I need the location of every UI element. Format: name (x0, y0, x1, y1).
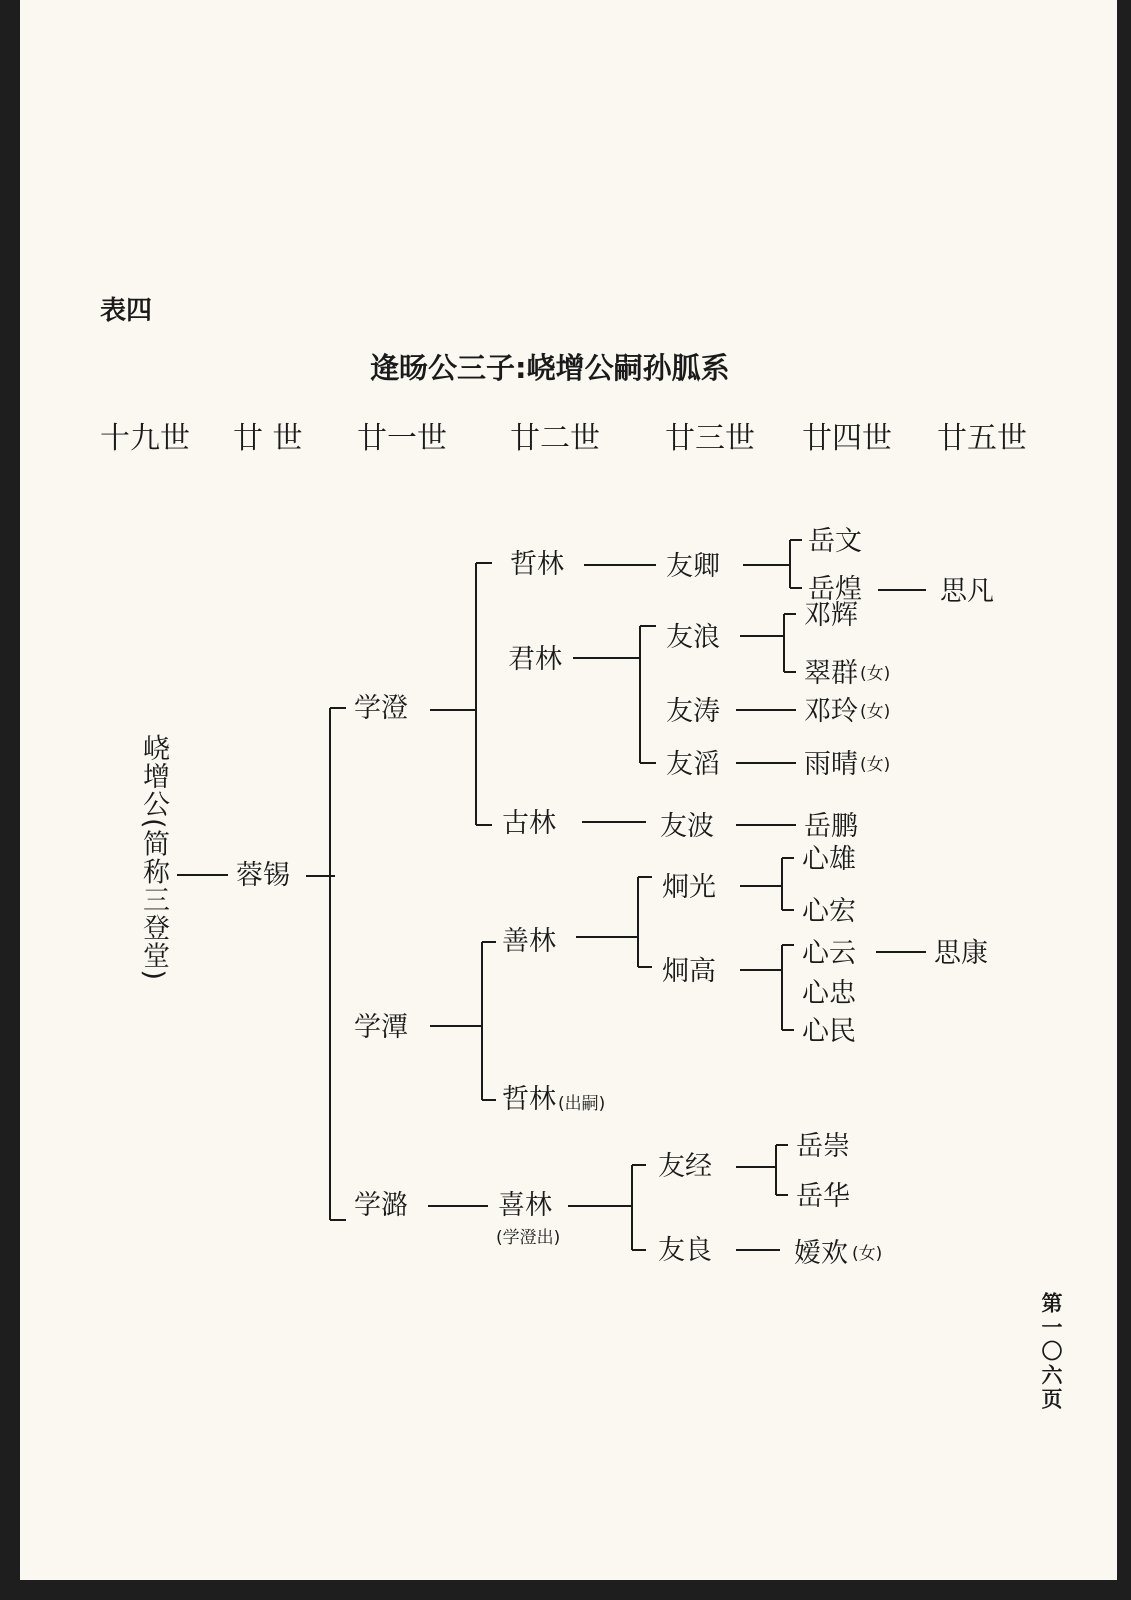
node-gen24-xinxiong: 心雄 (802, 844, 856, 875)
node-gen24-yuqing: 雨晴 (804, 749, 858, 780)
node-gen24-denghui: 邓辉 (804, 600, 858, 631)
node-gen23-youjing: 友经 (658, 1151, 712, 1182)
generation-23: 廿三世 (665, 421, 755, 456)
node-gen23-youtao: 友涛 (666, 696, 720, 727)
node-gen23-youqing: 友卿 (666, 551, 720, 582)
node-gen25-sikang: 思康 (934, 938, 988, 969)
node-gen25-sifan: 思凡 (940, 576, 994, 607)
node-gen21-xuetan: 学潭 (354, 1012, 408, 1043)
node-gen24-xinyun: 心云 (802, 938, 856, 969)
node-gen23-youliang: 友良 (658, 1235, 712, 1266)
tree-connector-lines (20, 0, 1131, 1600)
generation-19: 十九世 (100, 421, 190, 456)
node-gen23-youtao2: 友滔 (666, 749, 720, 780)
node-gen24-yuewen: 岳文 (808, 526, 862, 557)
generation-24: 廿四世 (802, 421, 892, 456)
node-gen24-dengling: 邓玲 (804, 696, 858, 727)
node-gen22-shanlin: 善林 (502, 926, 556, 957)
generation-20: 廿 世 (233, 421, 303, 456)
node-gen22-xilin: 喜林 (498, 1190, 552, 1221)
node-gen22-zhelin: 哲林 (510, 549, 564, 580)
node-gen24-xinhong: 心宏 (802, 896, 856, 927)
node-gen22-gulin: 古林 (502, 808, 556, 839)
note-female-cuiqun: (女) (860, 664, 891, 684)
node-gen21-xuecheng: 学澄 (354, 693, 408, 724)
generation-21: 廿一世 (357, 421, 447, 456)
note-female-yuanhuan: (女) (852, 1244, 883, 1264)
node-gen23-youbo: 友波 (660, 811, 714, 842)
node-gen24-yuanhuan: 嫒欢 (794, 1238, 848, 1269)
node-gen24-yuepeng: 岳鹏 (804, 811, 858, 842)
node-gen23-youlang: 友浪 (666, 622, 720, 653)
node-gen22-zhelin-adopted: 哲林 (502, 1084, 556, 1115)
node-gen22-junlin: 君林 (508, 644, 562, 675)
node-gen24-yuechong: 岳崇 (796, 1131, 850, 1162)
page-number: 第一〇六页 (1039, 1292, 1063, 1412)
node-gen24-xinmin: 心民 (802, 1016, 856, 1047)
root-ancestor: 峣增公(简称三登堂) (138, 734, 169, 982)
node-gen23-jionggao: 炯高 (662, 956, 716, 987)
generation-25: 廿五世 (937, 421, 1027, 456)
generation-22: 廿二世 (510, 421, 600, 456)
note-female-yuqing: (女) (860, 755, 891, 775)
node-gen21-xuelu: 学潞 (354, 1190, 408, 1221)
note-female-dengling: (女) (860, 702, 891, 722)
note-from-xuecheng: (学澄出) (496, 1228, 561, 1248)
node-gen20: 蓉锡 (236, 860, 290, 891)
node-gen24-yuehuang: 岳煌 (808, 574, 862, 605)
table-label: 表四 (100, 296, 153, 326)
node-gen24-yuehua: 岳华 (796, 1181, 850, 1212)
page-title: 逄旸公三子:峣增公嗣孙胍系 (370, 351, 730, 385)
node-gen24-xinzhong: 心忠 (802, 978, 856, 1009)
node-gen23-jiongguang: 炯光 (662, 872, 716, 903)
note-adopted-out: (出嗣) (558, 1094, 606, 1114)
node-gen24-cuiqun: 翠群 (804, 658, 858, 689)
